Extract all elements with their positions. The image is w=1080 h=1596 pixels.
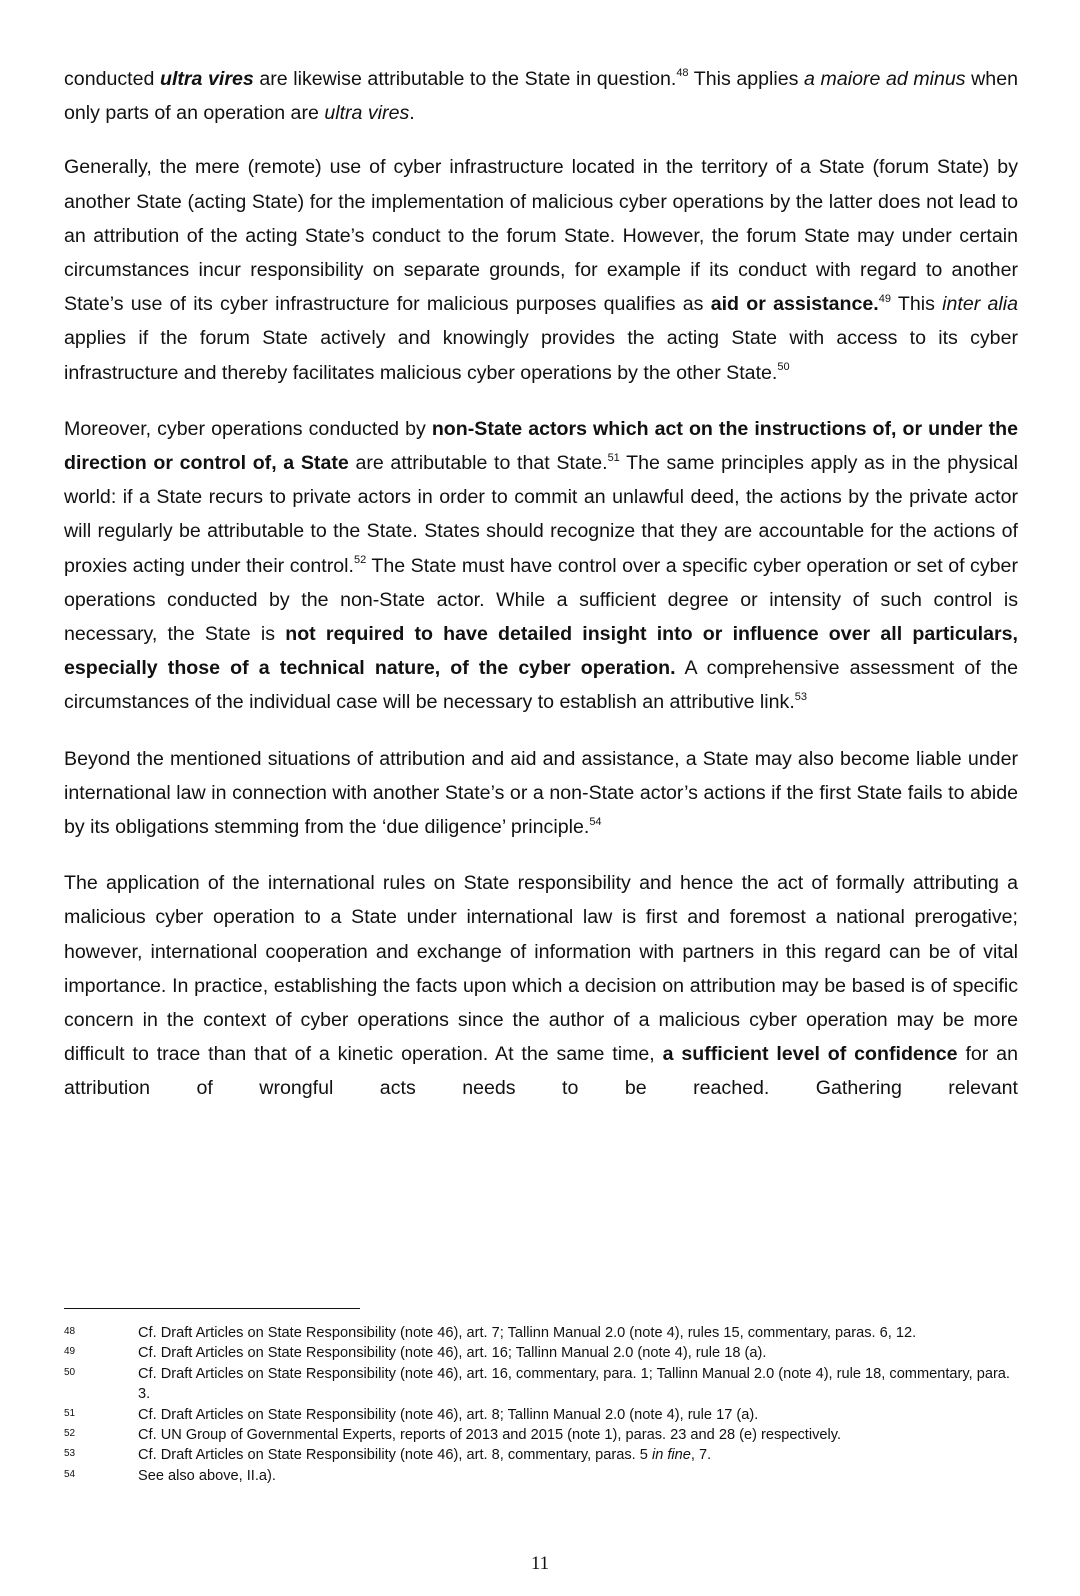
text-run: . <box>409 102 415 125</box>
footnote-text: See also above, II.a). <box>138 1467 276 1484</box>
footnote-text: Cf. Draft Articles on State Responsibility (note 46), art. 7; Tallinn Manual 2.0 (note 4), rules 15, commentary, paras. 6, 12. <box>138 1325 917 1341</box>
footnote-text: Cf. Draft Articles on State Responsibility (note 46), art. 8; Tallinn Manual 2.0 (note 4), rule 17 (a). <box>138 1406 759 1423</box>
text-run: Cf. Draft Articles on State Responsibility (note 46), art. 8, commentary, paras. 5 <box>138 1447 652 1464</box>
text-run: conducted <box>64 68 160 90</box>
emphasis-in-fine: in fine <box>651 1447 691 1464</box>
paragraph-ultra-vires <box>64 62 1018 130</box>
footnote-text: Cf. UN Group of Governmental Experts, reports of 2013 and 2015 (note 1), paras. 23 and 28 (e) respectively. <box>138 1427 842 1444</box>
footnote-ref[interactable]: 48 <box>676 67 689 80</box>
footnote-ref[interactable]: 49 <box>878 292 891 305</box>
footnote-number: 51 <box>64 1407 76 1419</box>
footnote-ref[interactable]: 51 <box>607 451 620 464</box>
footnote-ref[interactable]: 53 <box>794 690 808 703</box>
paragraph-due-diligence <box>64 742 1018 845</box>
paragraph-national-prerogative <box>64 866 1018 1105</box>
footnote-number: 49 <box>64 1346 76 1358</box>
footnote-51 <box>64 1405 1018 1425</box>
text-run: for an attribution of wrongful acts needs to be reached. Gathering relevant <box>64 1043 1018 1100</box>
footnote-number: 50 <box>64 1366 76 1378</box>
paragraph-aid-assistance <box>64 150 1018 389</box>
footnote-ref[interactable]: 50 <box>777 361 790 374</box>
text-run: Moreover, cyber operations conducted by <box>64 417 432 440</box>
footnote-53 <box>64 1445 1018 1465</box>
footnote-number: 53 <box>64 1448 76 1460</box>
bold-non-state-actors: non-State actors which act on the instructions of, or under the direction or control of, a State <box>64 417 1018 475</box>
emphasis-a-maiore: a maiore ad minus <box>804 68 966 90</box>
text-run: The application of the international rules on State responsibility and hence the act of formally attributing a malicious cyber operation to a State under international law is first and foremost a national prerogative; however, international cooperation and exchange of information with partners in this regard can be of vital importance. In practice, establishing the facts upon which a decision on attribution may be based is of specific concern in the context of cyber operations since the author of a malicious cyber operation may be more difficult to trace than that of a kinetic operation. At the same time, <box>64 872 1018 1066</box>
emphasis-inter-alia: inter alia <box>942 293 1018 316</box>
text-run: Beyond the mentioned situations of attribution and aid and assistance, a State may also become liable under international law in connection with another State’s or a non-State actor’s actions if the first State fails to abide by its obligations stemming from the ‘due diligence’ principle. <box>64 747 1018 839</box>
text-run: This <box>890 293 943 316</box>
emphasis-ultra-vires: ultra vires <box>324 102 410 125</box>
paragraph-non-state-actors <box>64 412 1018 720</box>
text-run: Generally, the mere (remote) use of cyber infrastructure located in the territory of a State (forum State) by another State (acting State) for the implementation of malicious cyber operations by the latter does not lead to an attribution of the acting State’s conduct to the forum State. However, the forum State may under certain circumstances incur responsibility on separate grounds, for example if its conduct with regard to another State’s use of its cyber infrastructure for malicious purposes qualifies as <box>64 156 1018 316</box>
footnote-54 <box>64 1466 1018 1486</box>
footnote-number: 52 <box>64 1428 76 1440</box>
text-run: are attributable to that State. <box>348 452 608 475</box>
footnote-48 <box>64 1323 1018 1343</box>
footnote-text: Cf. Draft Articles on State Responsibility (note 46), art. 16, commentary, para. 1; Tallinn Manual 2.0 (note 4), rule 18, commentary, para. 3. <box>138 1365 1010 1403</box>
text-run: This applies <box>688 68 805 90</box>
footnote-number: 48 <box>64 1326 76 1337</box>
text-run: The same principles apply as in the physical world: if a State recurs to private actors in order to commit an unlawful deed, the actions by the private actor will regularly be attributable to the State. States should recognize that they are accountable for the actions of proxies acting under their control. <box>64 452 1018 577</box>
footnote-ref[interactable]: 52 <box>353 554 367 567</box>
text-run: when only parts of an operation are <box>64 68 1019 125</box>
text-run: The State must have control over a specific cyber operation or set of cyber operations conducted by the non-State actor. While a sufficient degree or intensity of such control is necessary, the State is <box>64 554 1018 646</box>
footnote-number: 54 <box>64 1468 76 1480</box>
text-run: are likewise attributable to the State in question. <box>253 68 677 90</box>
footnote-separator <box>64 1308 360 1309</box>
emphasis-ultra-vires: ultra vires <box>160 68 254 90</box>
footnote-text <box>138 1445 1018 1465</box>
text-run: applies if the forum State actively and knowingly provides the acting State with access to its cyber infrastructure and thereby facilitates malicious cyber operations by the other State. <box>64 327 1018 384</box>
footnote-text: Cf. Draft Articles on State Responsibility (note 46), art. 16; Tallinn Manual 2.0 (note 4), rule 18 (a). <box>138 1345 767 1362</box>
bold-sufficient-confidence: a sufficient level of confidence <box>662 1043 958 1066</box>
footnote-ref[interactable]: 54 <box>589 815 602 828</box>
text-run: , 7. <box>690 1447 712 1464</box>
footnotes <box>64 1323 1018 1486</box>
footnote-49 <box>64 1343 1018 1363</box>
text-run: A comprehensive assessment of the circumstances of the individual case will be necessary to establish an attributive link. <box>64 657 1018 714</box>
page-number: 11 <box>530 1553 550 1574</box>
footnote-52 <box>64 1425 1018 1445</box>
footnote-50 <box>64 1364 1018 1405</box>
bold-not-required: not required to have detailed insight into or influence over all particulars, especially those of a technical nature, of the cyber operation. <box>64 623 1018 680</box>
bold-aid-or-assistance: aid or assistance. <box>710 293 879 316</box>
